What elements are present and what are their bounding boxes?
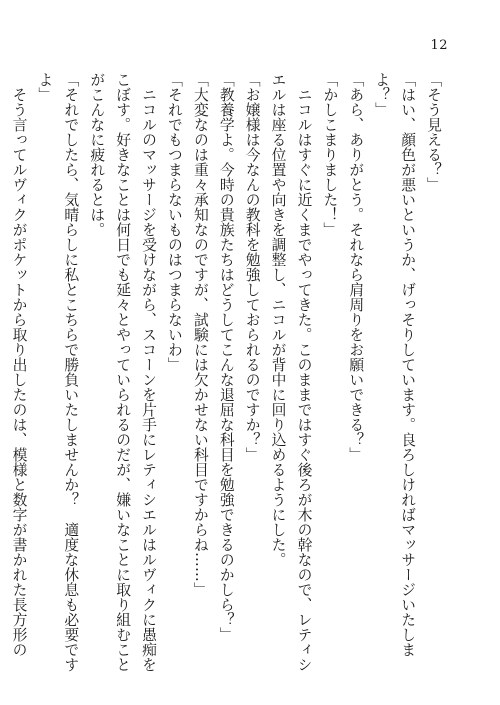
text-line: 「はい、顔色が悪いというか、げっそりしています。良ろしければマッサージいたしま: [399, 72, 417, 657]
text-line: 「それでしたら、気晴らしに私とこちらで勝負いたしませんか？ 適度な休息も必要です: [62, 72, 80, 672]
text-line: ニコルはすぐに近くまでやってきた。このままではすぐ後ろが木の幹なので、レティシ: [295, 72, 313, 672]
text-line: がこんなに疲れるとは。: [88, 72, 106, 237]
text-line: よ」: [36, 72, 54, 102]
text-line: 「お嬢様は今なんの教科を勉強しておられるのですか？」: [243, 72, 261, 462]
text-line: 「大変なのは重々承知なのですが、試験には欠かせない科目ですからね……」: [191, 72, 209, 597]
text-line: 「教養学よ。今時の貴族たちはどうしてこんな退屈な科目を勉強できるのかしら？」: [217, 72, 235, 642]
text-line: そう言ってルヴィクがポケットから取り出したのは、模様と数字が書かれた長方形の: [10, 72, 28, 657]
text-line: 「あら、ありがとう。それなら肩周りをお願いできる？」: [347, 72, 365, 462]
novel-text-block: [10, 72, 446, 672]
text-line: 「そう見える？」: [425, 72, 442, 192]
text-line: 「かしこまりました！」: [321, 72, 339, 237]
page-number: 12: [430, 38, 448, 53]
text-line: よ？」: [373, 72, 391, 117]
text-line: ニコルのマッサージを受けながら、スコーンを片手にレティシエルはルヴィクに愚痴を: [140, 72, 158, 672]
text-line: こぼす。好きなことは何日でも延々とやっていられるのだが、嫌いなことに取り組むこと: [114, 72, 132, 672]
text-line: 「それでもつまらないものはつまらないわ」: [165, 72, 183, 372]
text-line: エルは座る位置や向きを調整し、ニコルが背中に回り込めるようにした。: [269, 72, 287, 567]
